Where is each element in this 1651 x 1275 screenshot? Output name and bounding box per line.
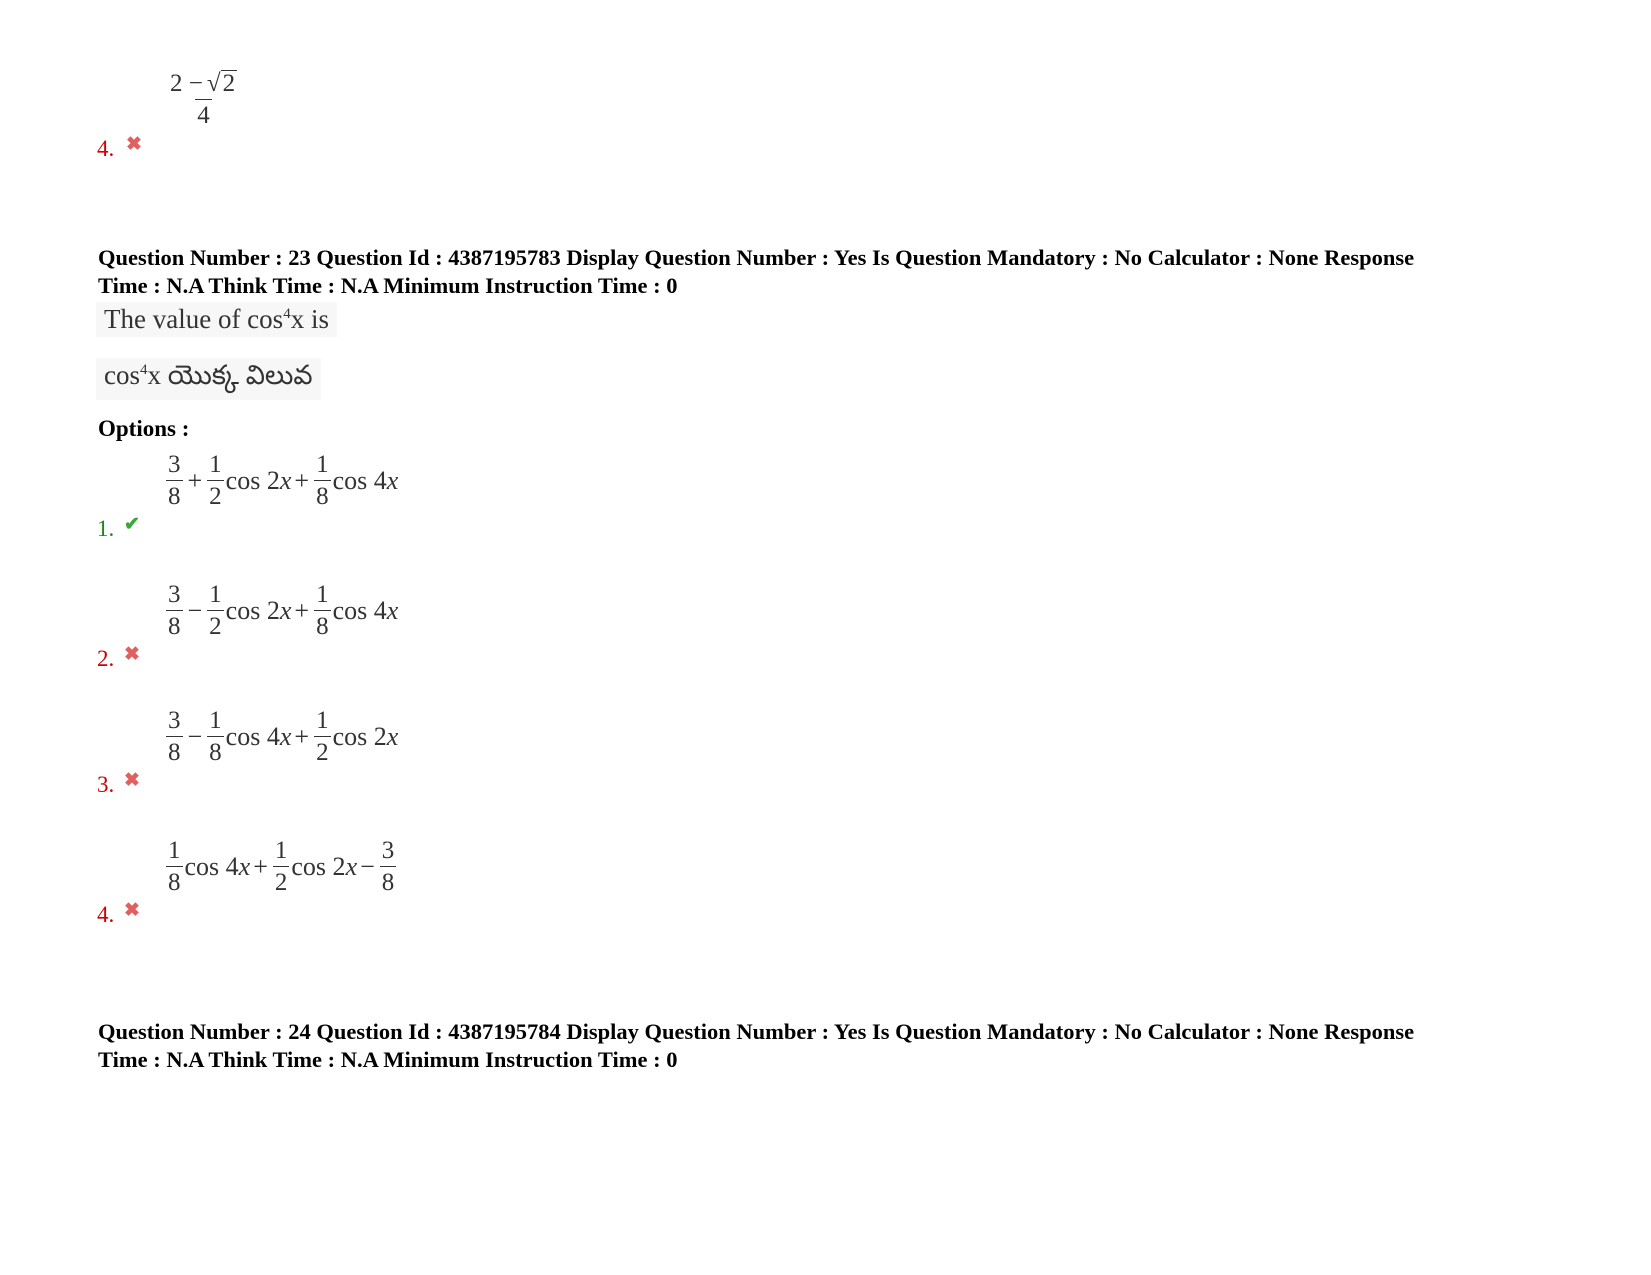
trig-term [333, 722, 399, 752]
denominator: 4 [195, 99, 212, 128]
numerator: 1 [209, 707, 222, 734]
fraction [166, 708, 183, 765]
denominator: 8 [166, 736, 183, 765]
cross-icon: ✖ [124, 770, 140, 791]
trig-term [226, 596, 292, 626]
option-expression [164, 452, 398, 509]
options-label: Options : [98, 416, 190, 441]
cross-icon: ✖ [124, 644, 140, 665]
variable: x [238, 851, 251, 881]
fraction [314, 582, 331, 639]
numerator: 3 [168, 707, 181, 734]
text-part: cos [104, 360, 140, 390]
text-part: The value of cos [104, 304, 284, 334]
meta-line: Question Number : 24 Question Id : 4387195784 Display Question Number : Yes Is Question Mandatory : No Calculator : None Response [98, 1019, 1415, 1044]
operator: + [294, 595, 310, 625]
denominator: 8 [166, 866, 183, 895]
denominator: 8 [314, 610, 331, 639]
trig-term [226, 466, 292, 496]
denominator: 2 [314, 736, 331, 765]
operator: − [360, 851, 375, 881]
variable: x [386, 595, 399, 625]
denominator: 2 [207, 480, 224, 509]
trig-text: cos 4 [332, 595, 387, 625]
question-text-te [96, 358, 321, 400]
numerator: 1 [209, 451, 222, 478]
variable: x [279, 721, 292, 751]
fraction [166, 582, 183, 639]
numerator: 1 [316, 707, 329, 734]
superscript: 4 [140, 362, 148, 378]
numerator: 3 [381, 837, 395, 864]
fraction [166, 452, 183, 509]
question-text-en [96, 302, 337, 337]
trig-term [333, 466, 399, 496]
variable: x [386, 721, 399, 751]
sqrt-symbol: √ [206, 70, 221, 97]
trig-term [226, 722, 292, 752]
operator: + [294, 465, 310, 495]
fraction [207, 708, 224, 765]
variable: x [345, 851, 358, 881]
operator: + [187, 465, 203, 495]
option-number: 4. [97, 136, 115, 161]
numerator: 1 [316, 581, 329, 608]
trig-text: cos 2 [332, 721, 387, 751]
option-number: 4. [97, 902, 115, 927]
question-meta [98, 244, 1578, 300]
denominator: 8 [207, 736, 224, 765]
meta-line: Time : N.A Think Time : N.A Minimum Instruction Time : 0 [98, 1047, 678, 1072]
denominator: 8 [380, 866, 397, 895]
denominator: 8 [314, 480, 331, 509]
fraction [314, 452, 331, 509]
text-part: x యొక్క విలువ [147, 360, 313, 390]
denominator: 8 [166, 610, 183, 639]
trig-text: cos 4 [184, 851, 239, 881]
numerator: 3 [168, 451, 181, 478]
option-number: 2. [97, 646, 115, 671]
trig-text: cos 4 [225, 721, 280, 751]
fraction [380, 838, 397, 895]
option-expression [164, 838, 398, 895]
operator: + [253, 851, 268, 881]
trig-term [333, 596, 399, 626]
cross-icon: ✖ [126, 134, 142, 155]
numerator-text: 2 − [170, 70, 203, 97]
option-number: 1. [97, 516, 115, 541]
option-expression [166, 70, 241, 128]
numerator: 1 [209, 581, 222, 608]
question-meta [98, 1018, 1578, 1074]
fraction [207, 582, 224, 639]
variable: x [279, 595, 292, 625]
option-expression [164, 582, 398, 639]
trig-text: cos 4 [332, 465, 387, 495]
denominator: 2 [207, 610, 224, 639]
option-number: 3. [97, 772, 115, 797]
operator: − [187, 721, 203, 751]
denominator: 8 [166, 480, 183, 509]
radicand: 2 [222, 70, 236, 97]
trig-text: cos 2 [225, 465, 280, 495]
numerator: 1 [168, 837, 181, 864]
fraction [273, 838, 290, 895]
fraction [166, 838, 183, 895]
meta-line: Time : N.A Think Time : N.A Minimum Instruction Time : 0 [98, 273, 678, 298]
trig-term [291, 852, 357, 882]
operator: + [294, 721, 310, 751]
cross-icon: ✖ [124, 900, 140, 921]
meta-line: Question Number : 23 Question Id : 4387195783 Display Question Number : Yes Is Question Mandatory : No Calculator : None Response [98, 245, 1415, 270]
numerator: 3 [168, 581, 181, 608]
operator: − [187, 595, 203, 625]
fraction [207, 452, 224, 509]
trig-term [185, 852, 251, 882]
numerator: 1 [316, 451, 329, 478]
fraction [314, 708, 331, 765]
text-part: x is [290, 304, 329, 334]
superscript: 4 [283, 306, 291, 322]
check-icon: ✔ [124, 514, 140, 535]
trig-text: cos 2 [225, 595, 280, 625]
variable: x [386, 465, 399, 495]
numerator: 1 [274, 837, 288, 864]
option-expression [164, 708, 398, 765]
variable: x [279, 465, 292, 495]
trig-text: cos 2 [291, 851, 346, 881]
denominator: 2 [273, 866, 290, 895]
